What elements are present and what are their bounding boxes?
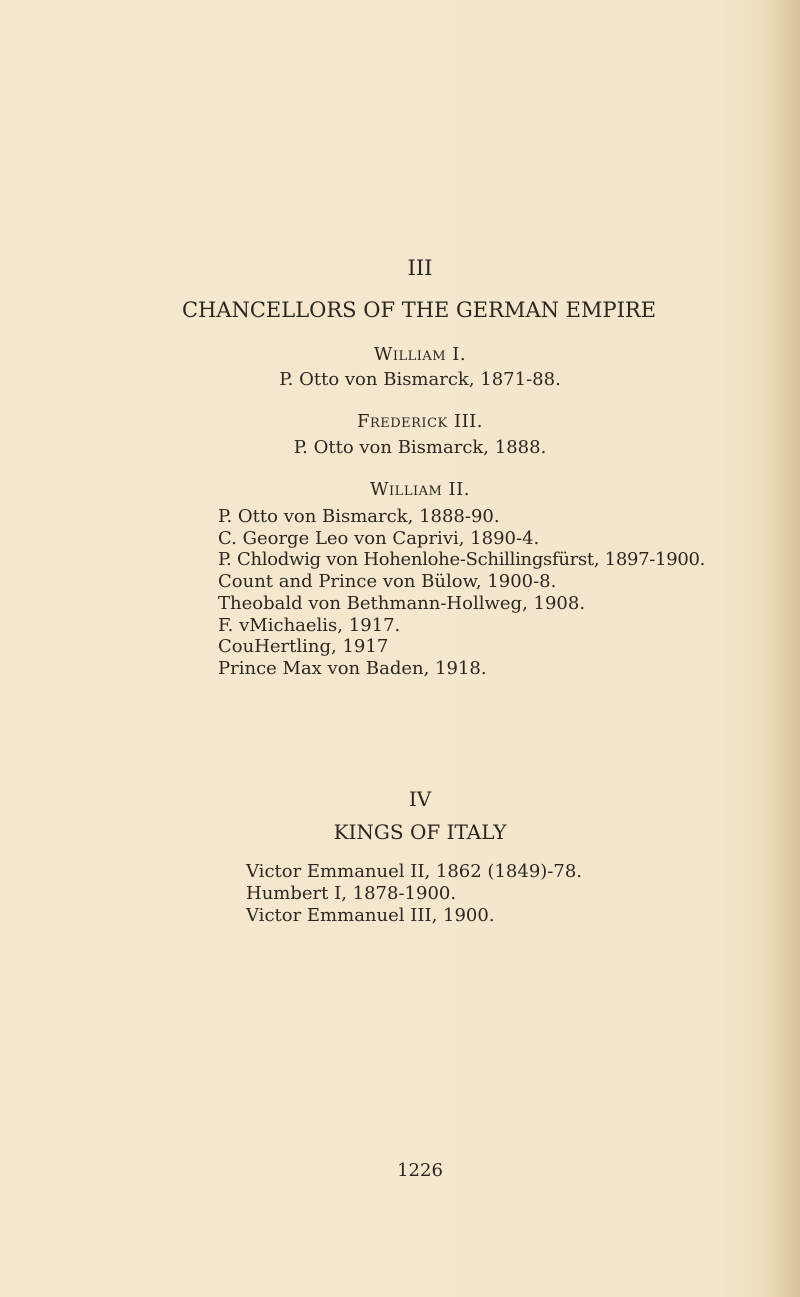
chancellor-entry: P. Otto von Bismarck, 1888-90.: [218, 506, 500, 527]
section-numeral: III: [407, 256, 433, 280]
chancellor-entry: P. Chlodwig von Hohenlohe-Schillingsfürst, 1897-1900.: [218, 549, 706, 570]
ruler-heading: William II.: [370, 479, 470, 500]
page-number: 1226: [397, 1160, 443, 1181]
ruler-heading: William I.: [373, 344, 467, 365]
king-entry: Victor Emmanuel II, 1862 (1849)-78.: [246, 861, 582, 882]
chancellor-entry: C. George Leo von Caprivi, 1890-4.: [218, 528, 540, 549]
chancellor-entry: Count and Prince von Bülow, 1900-8.: [218, 571, 557, 592]
chancellor-entry: P. Otto von Bismarck, 1871-88.: [279, 369, 561, 390]
ruler-heading: Frederick III.: [356, 411, 484, 432]
chancellor-entry: F. vMichaelis, 1917.: [218, 615, 401, 636]
section-title: CHANCELLORS OF THE GERMAN EMPIRE: [181, 298, 657, 322]
chancellor-entry: P. Otto von Bismarck, 1888.: [293, 437, 547, 458]
chancellor-entry: Prince Max von Baden, 1918.: [218, 658, 487, 679]
section-numeral: IV: [408, 787, 432, 811]
section-title: KINGS OF ITALY: [333, 820, 507, 844]
king-entry: Humbert I, 1878-1900.: [246, 883, 457, 904]
king-entry: Victor Emmanuel III, 1900.: [246, 905, 495, 926]
chancellor-entry: Theobald von Bethmann-Hollweg, 1908.: [218, 593, 586, 614]
chancellor-entry: CouHertling, 1917: [218, 636, 389, 657]
